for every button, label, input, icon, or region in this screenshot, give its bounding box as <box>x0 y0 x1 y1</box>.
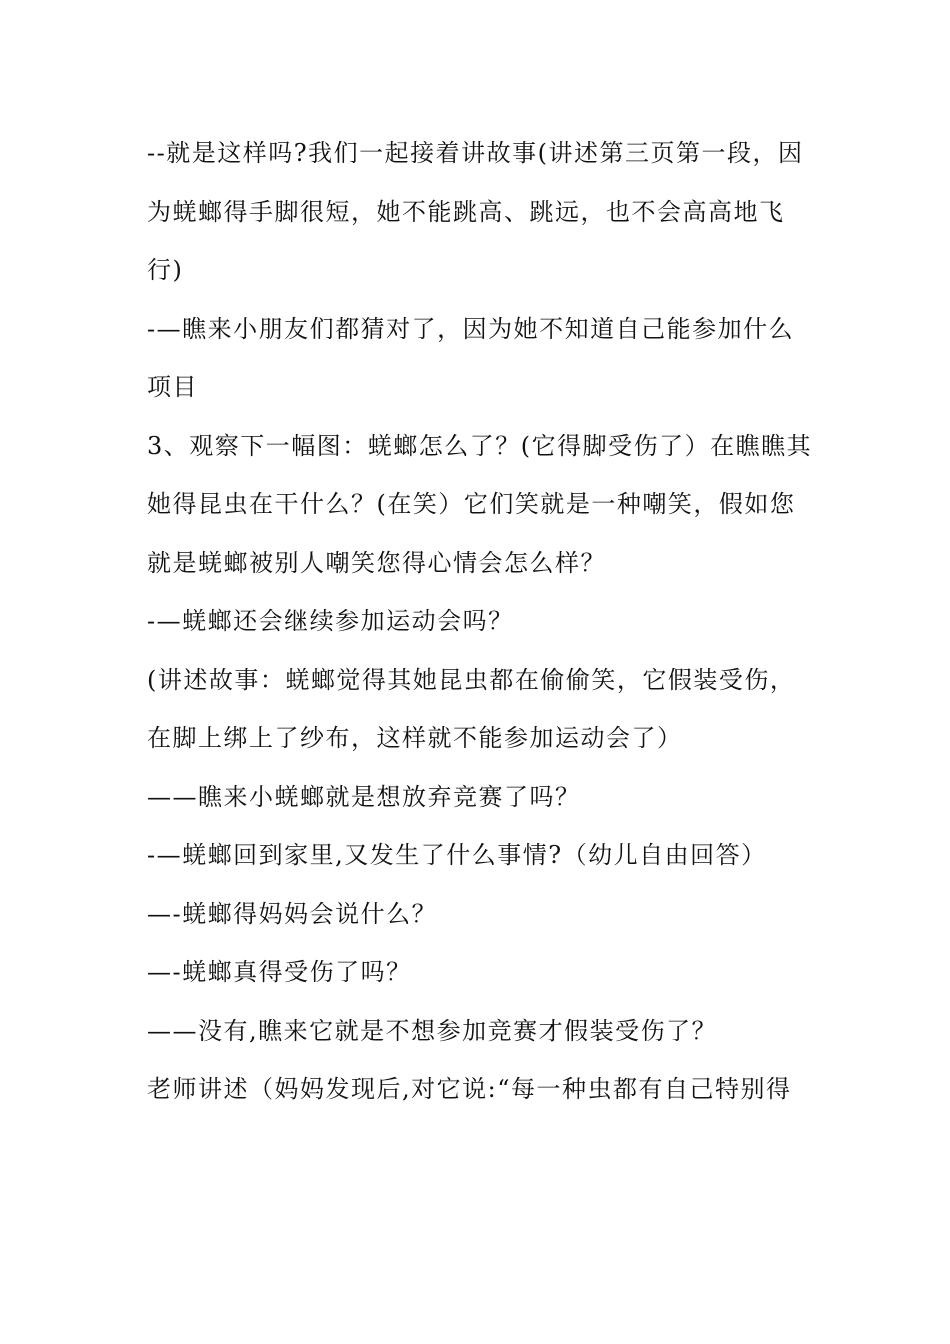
text-line: 行) <box>147 256 184 284</box>
text-line: 为蜣螂得手脚很短，她不能跳高、跳远，也不会高高地飞 <box>147 197 785 226</box>
text-line: 她得昆虫在干什么？(在笑）它们笑就是一种嘲笑，假如您 <box>147 490 796 518</box>
text-line: 3、观察下一幅图：蜣螂怎么了？(它得脚受伤了）在瞧瞧其 <box>147 431 813 460</box>
text-line: -—蜣螂还会继续参加运动会吗？ <box>147 607 514 635</box>
text-line: ——没有,瞧来它就是不想参加竞赛才假装受伤了？ <box>147 1016 718 1045</box>
text-line: 老师讲述（妈妈发现后,对它说:“每一种虫都有自己特别得 <box>147 1075 792 1103</box>
document-body <box>147 124 812 1119</box>
text-line: ——瞧来小蜣螂就是想放弃竞赛了吗？ <box>147 782 581 811</box>
text-line: -—蜣螂回到家里,又发生了什么事情?（幼儿自由回答） <box>147 841 767 869</box>
text-line: 项目 <box>147 373 198 401</box>
text-line: 在脚上绑上了纱布，这样就不能参加运动会了） <box>147 724 683 752</box>
text-line: —-蜣螂真得受伤了吗？ <box>147 958 412 986</box>
text-line: -—瞧来小朋友们都猜对了，因为她不知道自己能参加什么 <box>147 314 795 343</box>
text-line: 就是蜣螂被别人嘲笑您得心情会怎么样？ <box>147 548 606 577</box>
text-line: (讲述故事：蜣螂觉得其她昆虫都在偷偷笑，它假装受伤， <box>147 665 796 694</box>
text-line: --就是这样吗?我们一起接着讲故事(讲述第三页第一段，因 <box>147 139 804 167</box>
text-line: —-蜣螂得妈妈会说什么？ <box>147 899 438 928</box>
